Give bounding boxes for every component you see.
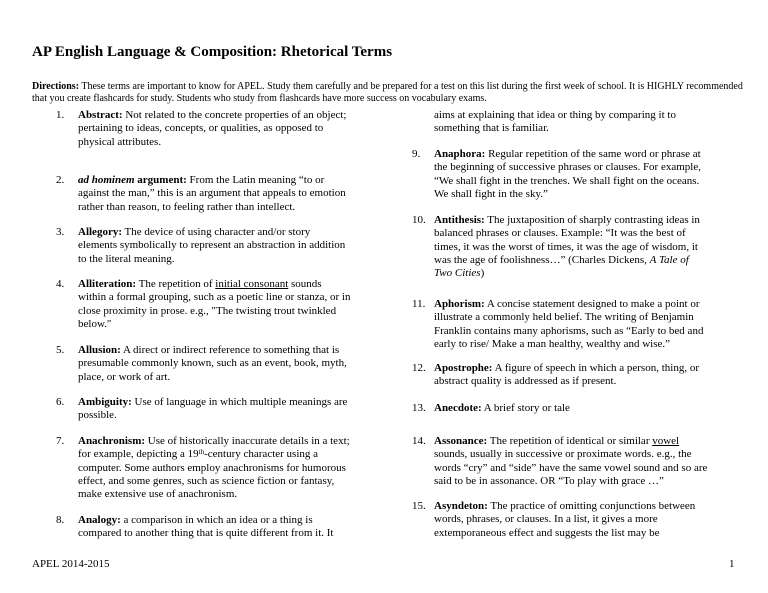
term-number: 9. (412, 148, 421, 160)
term-heading: Analogy: (78, 514, 121, 526)
term-ambiguity (56, 396, 352, 423)
term-heading: Assonance: (434, 435, 488, 447)
term-analogy-continued: aims at explaining that idea or thing by comparing it to something that is familiar. (434, 109, 676, 135)
term-definition: The device of using character and/or story elements symbolically to represent an abstraction in addition to the literal meaning. (78, 226, 346, 265)
term-allegory (56, 226, 352, 266)
term-number: 6. (56, 396, 65, 408)
term-heading: Allusion: (78, 344, 121, 356)
term-definition: The repetition of identical or similar (487, 435, 653, 447)
page-title: AP English Language & Composition: Rhetorical Terms (32, 44, 393, 60)
footer-label: APEL 2014-2015 (32, 558, 110, 570)
term-antithesis (412, 214, 708, 280)
term-number: 2. (56, 174, 65, 186)
term-definition-continued: sounds within a formal grouping, such as a poetic line or stanza, or in close proximity in prose. e.g., "The twisting trout twinkled below." (78, 278, 351, 330)
term-heading: Ambiguity: (78, 396, 132, 408)
directions-label: Directions: (32, 81, 80, 92)
term-definition: From the Latin meaning “to or against the man,” this is an argument that appeals to emotion rather than reason, to feeling rather than intellect. (78, 174, 346, 213)
term-heading: Aphorism: (434, 298, 485, 310)
term-number: 10. (412, 214, 426, 226)
term-allusion (56, 344, 352, 384)
term-definition: A figure of speech in which a person, thing, or abstract quality is addressed as if present. (434, 362, 699, 388)
term-assonance (412, 435, 708, 488)
term-heading: Abstract: (78, 109, 123, 121)
term-number: 8. (56, 514, 65, 526)
term-definition: Regular repetition of the same word or phrase at the beginning of successive phrases or clauses. For example, “We shall fight in the trenches. We shall fight on the oceans. We shall fight in the sky.” (434, 148, 701, 200)
term-asyndeton (412, 500, 708, 540)
term-heading: Anaphora: (434, 148, 486, 160)
term-heading: Antithesis: (434, 214, 485, 226)
term-number: 13. (412, 402, 426, 414)
term-number: 7. (56, 435, 65, 447)
term-heading: Asyndeton: (434, 500, 488, 512)
term-apostrophe (412, 362, 708, 389)
term-definition: Not related to the concrete properties of an object; pertaining to ideas, concepts, or qualities, as opposed to physical attributes. (78, 109, 347, 148)
term-anecdote (412, 402, 708, 415)
term-definition-continued: -century character using a computer. Some authors employ anachronisms for humorous effect, and some genres, such as science fiction or fantasy, make extensive use of anachronism. (78, 448, 346, 501)
term-definition: The repetition of (136, 278, 216, 290)
term-heading: argument: (134, 174, 187, 186)
term-number: 5. (56, 344, 65, 356)
term-definition: The juxtaposition of sharply contrasting ideas in balanced phrases or clauses. Example: “It was the best of times, it was the worst of times, it was the age of wisdom, it was the age of foolishness…” (Charles Dickens, (434, 214, 700, 266)
term-heading: Allegory: (78, 226, 122, 238)
term-heading: Apostrophe: (434, 362, 493, 374)
term-heading: Alliteration: (78, 278, 137, 290)
term-anachronism (56, 435, 352, 501)
term-analogy (56, 514, 352, 541)
term-heading-italic: ad hominem (78, 174, 135, 186)
term-definition: A brief story or tale (481, 402, 570, 414)
term-ad-hominem (56, 174, 352, 214)
term-heading: Anecdote: (434, 402, 482, 414)
term-number: 3. (56, 226, 65, 238)
term-definition-italic: A Tale of Two Cities (434, 253, 689, 280)
directions (32, 81, 744, 105)
term-definition-underlined: vowel (652, 435, 680, 447)
term-definition: A concise statement designed to make a point or illustrate a commonly held belief. The writing of Benjamin Franklin contains many aphorisms, such as “Early to bed and early to rise/ Make a man healthy, wealthy and wise.” (434, 298, 704, 350)
term-number: 1. (56, 109, 65, 121)
term-definition-superscript: th (198, 448, 205, 457)
page-number: 1 (729, 558, 735, 570)
term-number: 15. (412, 500, 426, 512)
term-heading: Anachronism: (78, 435, 146, 447)
term-definition: Use of historically inaccurate details in a text; for example, depicting a 19 (78, 435, 350, 461)
term-definition-continued: sounds, usually in successive or proximate words. e.g., the words “cry” and “side” have the same vowel sound and so are said to be in assonance. OR “To play with grace …” (434, 448, 708, 487)
term-number: 14. (412, 435, 426, 447)
term-abstract (56, 109, 352, 149)
term-aphorism (412, 298, 708, 351)
term-definition: The practice of omitting conjunctions between words, phrases, or clauses. In a list, it gives a more extemporaneous effect and suggests the list may be (434, 500, 696, 539)
term-number: 12. (412, 362, 426, 374)
term-definition-underlined: initial consonant (215, 278, 289, 290)
term-definition: A direct or indirect reference to something that is presumable commonly known, such as an event, book, myth, place, or work of art. (78, 344, 347, 383)
term-alliteration (56, 278, 352, 331)
term-definition-continued: ) (480, 267, 485, 280)
term-anaphora (412, 148, 708, 201)
term-definition: Use of language in which multiple meanings are possible. (78, 396, 348, 422)
term-number: 11. (412, 298, 426, 310)
directions-text: These terms are important to know for APEL. Study them carefully and be prepared for a test on this list during the first week of school. It is HIGHLY recommended that you create flashcards for study. Students who study from flashcards have more success on vocabulary exams. (32, 81, 743, 104)
term-definition: a comparison in which an idea or a thing is compared to another thing that is quite different from it. It (78, 514, 334, 540)
term-number: 4. (56, 278, 65, 290)
